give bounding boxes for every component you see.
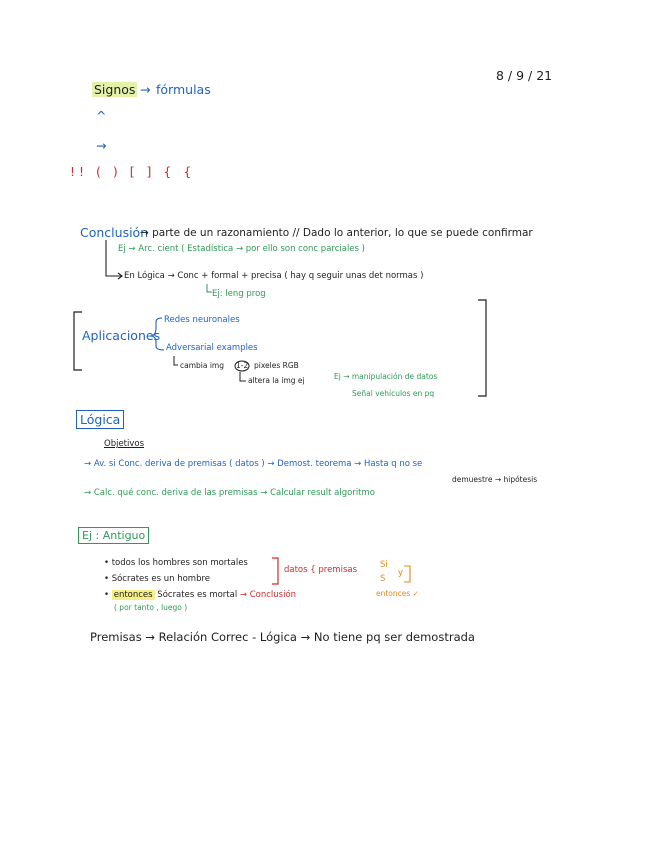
symbol-arrow: → (96, 138, 107, 153)
conclusion-line2: En Lógica → Conc + formal + precisa ( hay q seguir unas det normas ) (124, 271, 424, 281)
aplicaciones-senal: Señal vehículos en pq (352, 389, 435, 398)
signos-title-text: Signos (94, 82, 136, 97)
symbol-and: ^ (96, 108, 107, 123)
aplicaciones-altera: altera la img ej (248, 376, 305, 385)
logica-title-box: Lógica (76, 410, 124, 429)
ejemplo-si: Si (380, 560, 388, 570)
ejemplo-bullet-3-entonces: entonces (113, 590, 153, 600)
logica-objetivo-2: → Calc. qué conc. deriva de las premisas → Calcular result algoritmo (84, 488, 375, 498)
aplicaciones-altera-hook (240, 372, 246, 381)
signos-title (92, 84, 137, 97)
conclusion-example2: Ej: leng prog (212, 289, 266, 299)
ejemplo-title (78, 530, 149, 541)
symbol-brackets: !! ( ) [ ] { { (70, 164, 196, 179)
aplicaciones-redes: Redes neuronales (164, 315, 240, 325)
logica-objetivos: Objetivos (104, 439, 145, 449)
ejemplo-s: S (380, 574, 386, 584)
ejemplo-bullet-3-conclusion: → Conclusión (239, 590, 297, 600)
conclusion-label: Conclusión (80, 225, 149, 240)
ejemplo-bullet-2: • Sócrates es un hombre (104, 574, 211, 584)
aplicaciones-right-bracket (478, 300, 486, 396)
aplicaciones-adversarial: Adversarial examples (166, 343, 258, 353)
ejemplo-y: y (398, 568, 404, 578)
ejemplo-datos-premisas: datos { premisas (284, 565, 358, 575)
ejemplo-bullet-3-dot: • (104, 590, 110, 600)
conclusion-branch-arrowhead (118, 273, 122, 279)
aplicaciones-cambia: cambia img (180, 361, 225, 370)
logica-title (76, 414, 124, 427)
ejemplo-title-box: Ej : Antiguo (78, 527, 149, 544)
conclusion-example1: Ej → Arc. cient ( Estadística → por ello son conc parciales ) (118, 244, 365, 254)
ejemplo-orange-bracket (404, 566, 410, 582)
aplicaciones-left-bracket (74, 312, 82, 370)
logica-objetivo-1: → Av. si Conc. deriva de premisas ( datos ) → Demost. teorema → Hasta q no se (84, 459, 423, 469)
aplicaciones-label: Aplicaciones (82, 328, 161, 343)
conclusion-line1: → parte de un razonamiento // Dado lo anterior, lo que se puede confirmar (140, 227, 533, 239)
ejemplo-bullet-3 (104, 591, 296, 600)
aplicaciones-ej-manipulacion: Ej → manipulación de datos (334, 372, 438, 381)
ejemplo-entonces-check: entonces ✓ (376, 589, 419, 598)
aplicaciones-circled-number: 1-2 (236, 361, 249, 370)
ejemplo-por-tanto: ( por tanto , luego ) (114, 603, 188, 612)
ejemplo-bullet-1: • todos los hombres son mortales (104, 558, 248, 568)
ejemplo-red-bracket (272, 558, 278, 584)
footer-premisas-line: Premisas → Relación Correc - Lógica → No tiene pq ser demostrada (90, 630, 475, 644)
logica-objetivo-1-sub: demuestre → hipótesis (452, 475, 538, 484)
date: 8 / 9 / 21 (496, 68, 553, 83)
aplicaciones-pixeles: pixeles RGB (254, 361, 299, 370)
aplicaciones-cambia-hook (174, 356, 178, 365)
signos-arrow: → (140, 82, 151, 97)
ejemplo-bullet-3-text: Sócrates es mortal (157, 590, 238, 600)
signos-formulas: fórmulas (156, 82, 211, 97)
